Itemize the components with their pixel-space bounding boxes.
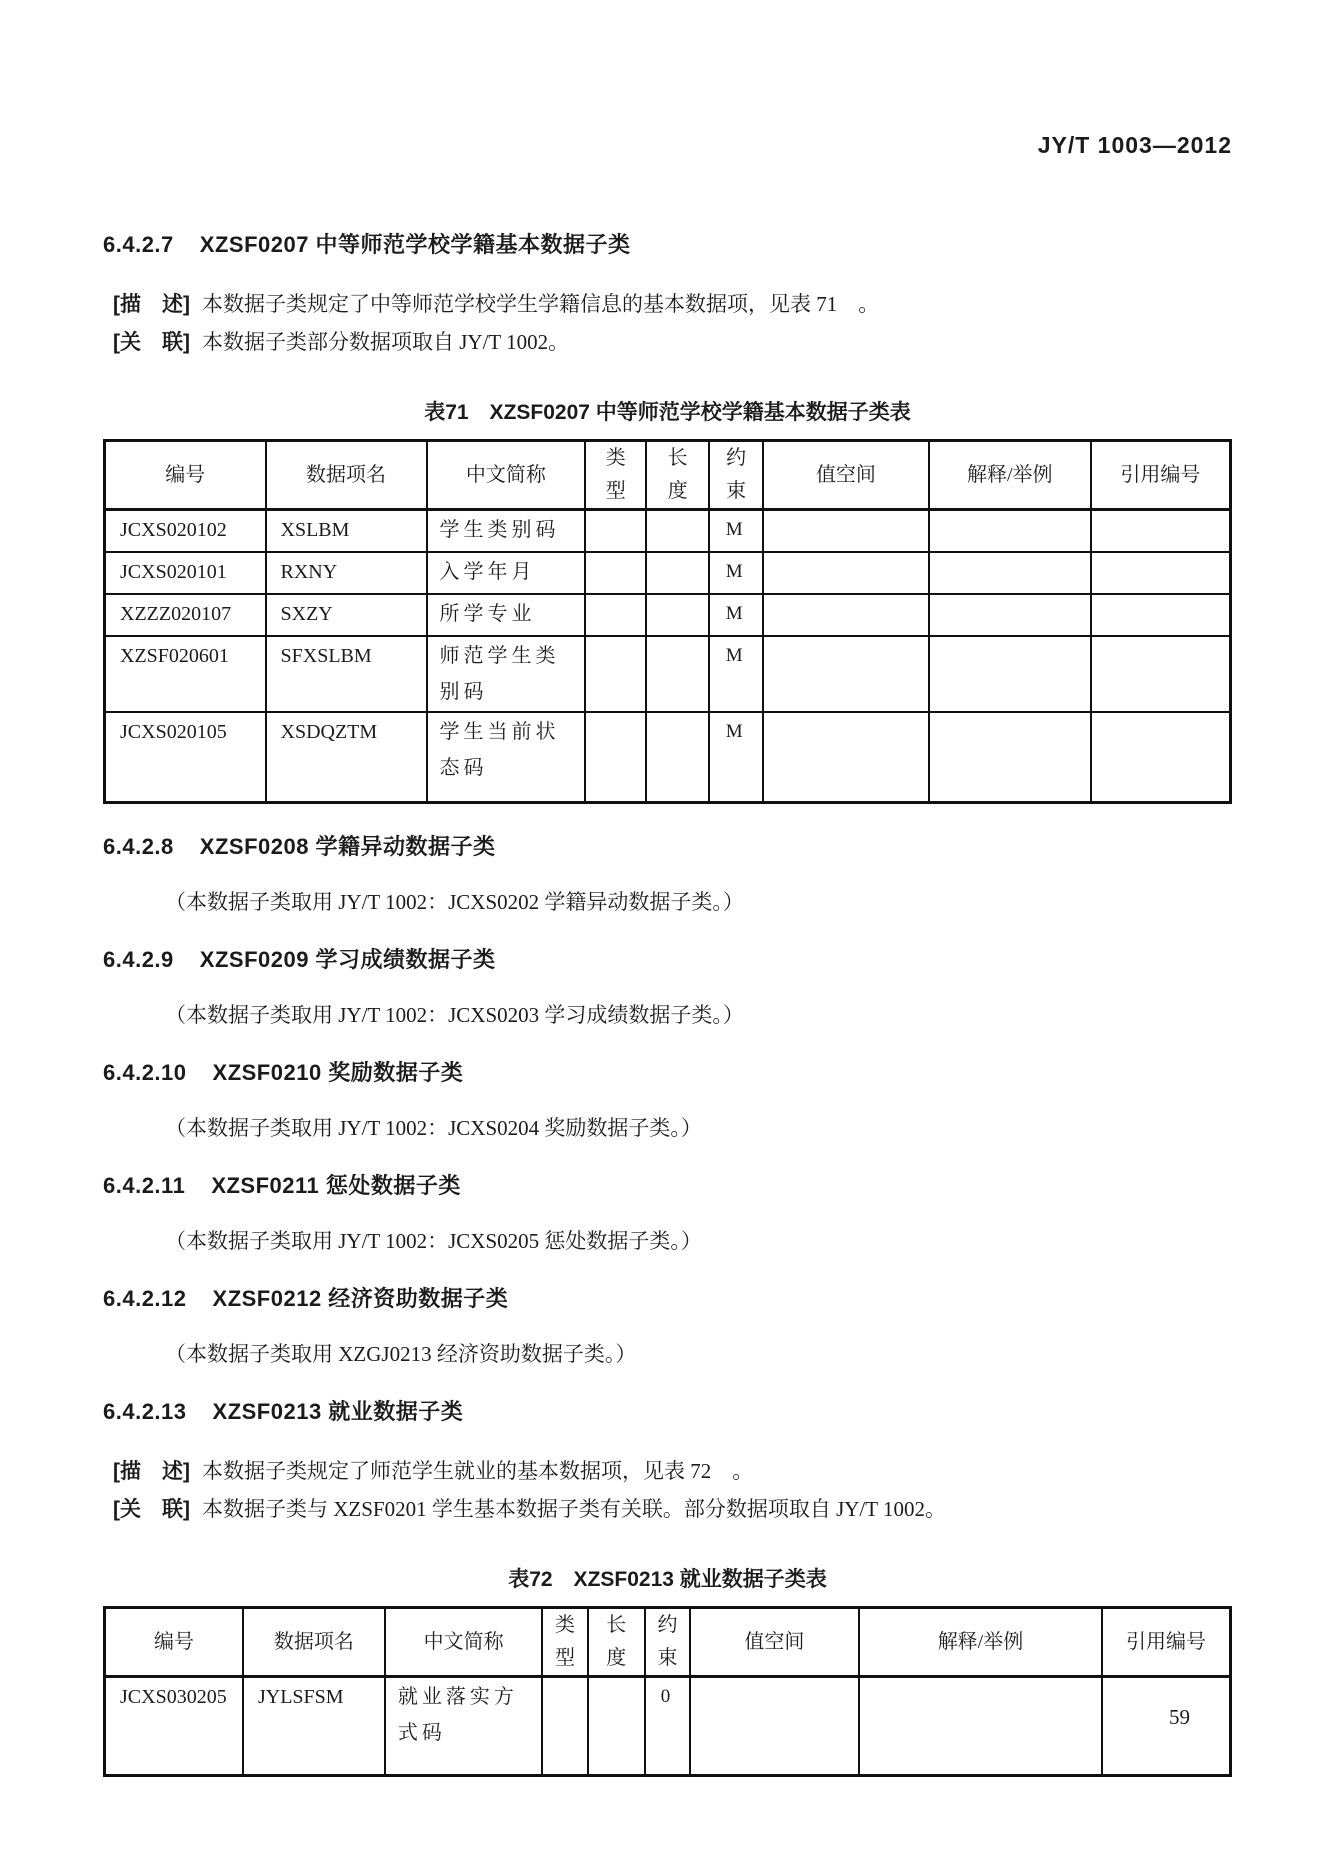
section-note: （本数据子类取用 JY/T 1002：JCXS0204 奖励数据子类。） <box>165 1116 702 1140</box>
column-header <box>542 1608 587 1677</box>
cell: 入学年月 <box>427 552 586 594</box>
table-72 <box>103 1606 1232 1777</box>
table-71-caption: 表71 XZSF0207 中等师范学校学籍基本数据子类表 <box>424 401 911 424</box>
relation-label: [关 联] <box>113 331 190 354</box>
column-header <box>690 1608 859 1677</box>
section-title: XZSF0210 奖励数据子类 <box>212 1060 464 1085</box>
standard-code: JY/T 1003—2012 <box>1037 132 1232 158</box>
column-header-text: 引用编号 <box>1126 1630 1207 1653</box>
description-text: 本数据子类规定了中等师范学校学生学籍信息的基本数据项，见表 71 。 <box>202 292 880 316</box>
relation-text: 本数据子类与 XZSF0201 学生基本数据子类有关联。部分数据项取自 JY/T 1002。 <box>202 1497 946 1521</box>
cell: M <box>709 636 763 712</box>
column-header <box>243 1608 385 1677</box>
section-title: XZSF0209 学习成绩数据子类 <box>199 947 496 972</box>
section-number: 6.4.2.9 <box>103 947 174 972</box>
cell: JCXS020105 <box>105 712 266 803</box>
cell: XSLBM <box>266 510 427 553</box>
cell: M <box>709 510 763 553</box>
cell <box>585 636 646 712</box>
cell <box>859 1677 1102 1776</box>
section-number: 6.4.2.7 <box>103 232 174 257</box>
cell <box>585 594 646 636</box>
cell: 就业落实方式码 <box>385 1677 543 1776</box>
column-header <box>585 441 646 510</box>
relation-paragraph <box>113 327 1232 358</box>
cell: XZZZ020107 <box>105 594 266 636</box>
table-row <box>105 552 1231 594</box>
table-row <box>105 712 1231 803</box>
column-header-text: 约束 <box>657 1614 678 1669</box>
column-header-text: 解释/举例 <box>937 1630 1024 1653</box>
cell: JCXS020101 <box>105 552 266 594</box>
column-header-text: 中文简称 <box>465 463 546 486</box>
subsection-list <box>103 830 1232 1369</box>
section-heading <box>103 943 1232 974</box>
table-row <box>105 510 1231 553</box>
cell <box>585 712 646 803</box>
cell: M <box>709 552 763 594</box>
section-number: 6.4.2.8 <box>103 834 174 859</box>
section-title: XZSF0207 中等师范学校学籍基本数据子类 <box>199 232 631 257</box>
column-header <box>645 1608 690 1677</box>
relation-paragraph <box>113 1494 1232 1525</box>
cell <box>929 712 1091 803</box>
column-header <box>709 441 763 510</box>
cell <box>763 510 929 553</box>
table-row <box>105 594 1231 636</box>
cell <box>588 1677 645 1776</box>
column-header-text: 类型 <box>555 1614 575 1669</box>
section-title: XZSF0212 经济资助数据子类 <box>212 1286 509 1311</box>
section-heading <box>103 830 1232 861</box>
column-header-text: 类型 <box>605 447 626 502</box>
cell <box>929 510 1091 553</box>
column-header <box>859 1608 1102 1677</box>
column-header-text: 编号 <box>165 463 206 486</box>
section-heading-6-4-2-13 <box>103 1395 1232 1426</box>
description-label: [描 述] <box>113 1460 190 1483</box>
section-number: 6.4.2.11 <box>103 1173 186 1198</box>
section-note: （本数据子类取用 XZGJ0213 经济资助数据子类。） <box>165 1342 637 1366</box>
page-number: 59 <box>1169 1705 1190 1729</box>
cell: RXNY <box>266 552 427 594</box>
column-header <box>929 441 1091 510</box>
cell: M <box>709 594 763 636</box>
column-header-text: 约束 <box>726 447 747 502</box>
header-row <box>105 1608 1231 1677</box>
cell: SFXSLBM <box>266 636 427 712</box>
cell: 学生类别码 <box>427 510 586 553</box>
cell <box>929 636 1091 712</box>
table-row <box>105 1677 1231 1776</box>
column-header-text: 编号 <box>153 1630 194 1653</box>
section-title: XZSF0211 惩处数据子类 <box>211 1173 461 1198</box>
cell <box>1091 594 1231 636</box>
cell <box>585 510 646 553</box>
cell <box>763 552 929 594</box>
cell: 0 <box>645 1677 690 1776</box>
section-heading-6-4-2-7 <box>103 228 1232 259</box>
page-content <box>103 160 1232 1777</box>
column-header-text: 值空间 <box>815 463 876 486</box>
cell <box>929 594 1091 636</box>
header-row <box>105 441 1231 510</box>
cell <box>1091 636 1231 712</box>
cell <box>1102 1677 1230 1776</box>
cell: JCXS020102 <box>105 510 266 553</box>
description-paragraph <box>113 1456 1232 1487</box>
cell <box>763 594 929 636</box>
cell <box>646 636 709 712</box>
relation-label: [关 联] <box>113 1498 190 1521</box>
column-header <box>646 441 709 510</box>
cell <box>646 552 709 594</box>
cell <box>542 1677 587 1776</box>
cell: M <box>709 712 763 803</box>
column-header <box>1102 1608 1230 1677</box>
table-71 <box>103 439 1232 804</box>
section-title: XZSF0213 就业数据子类 <box>212 1399 464 1424</box>
cell: 学生当前状态码 <box>427 712 586 803</box>
cell <box>585 552 646 594</box>
cell: 所学专业 <box>427 594 586 636</box>
cell <box>1091 552 1231 594</box>
cell: JCXS030205 <box>105 1677 243 1776</box>
section-number: 6.4.2.13 <box>103 1399 187 1424</box>
table-row <box>105 636 1231 712</box>
description-paragraph <box>113 289 1232 320</box>
section-heading <box>103 1056 1232 1087</box>
column-header <box>105 441 266 510</box>
column-header <box>588 1608 645 1677</box>
column-header <box>1091 441 1231 510</box>
column-header <box>105 1608 243 1677</box>
cell <box>646 594 709 636</box>
relation-text: 本数据子类部分数据项取自 JY/T 1002。 <box>202 330 570 354</box>
column-header <box>385 1608 543 1677</box>
section-number: 6.4.2.10 <box>103 1060 187 1085</box>
description-text: 本数据子类规定了师范学生就业的基本数据项，见表 72 。 <box>202 1459 754 1483</box>
table-72-caption: 表72 XZSF0213 就业数据子类表 <box>508 1568 827 1591</box>
cell <box>1091 510 1231 553</box>
column-header <box>427 441 586 510</box>
section-heading <box>103 1169 1232 1200</box>
column-header-text: 值空间 <box>744 1630 805 1653</box>
section-note: （本数据子类取用 JY/T 1002：JCXS0205 惩处数据子类。） <box>165 1229 702 1253</box>
description-label: [描 述] <box>113 293 190 316</box>
cell: XZSF020601 <box>105 636 266 712</box>
column-header <box>763 441 929 510</box>
cell <box>763 636 929 712</box>
section-note: （本数据子类取用 JY/T 1002：JCXS0202 学籍异动数据子类。） <box>165 890 744 914</box>
section-title: XZSF0208 学籍异动数据子类 <box>199 834 496 859</box>
column-header-text: 引用编号 <box>1120 463 1201 486</box>
cell <box>646 510 709 553</box>
cell <box>690 1677 859 1776</box>
cell <box>1091 712 1231 803</box>
column-header-text: 长度 <box>606 1614 627 1669</box>
column-header <box>266 441 427 510</box>
section-number: 6.4.2.12 <box>103 1286 187 1311</box>
column-header-text: 数据项名 <box>273 1630 354 1653</box>
column-header-text: 中文简称 <box>423 1630 504 1653</box>
cell <box>646 712 709 803</box>
section-heading <box>103 1282 1232 1313</box>
cell: XSDQZTM <box>266 712 427 803</box>
column-header-text: 数据项名 <box>306 463 387 486</box>
cell: SXZY <box>266 594 427 636</box>
cell <box>763 712 929 803</box>
column-header-text: 解释/举例 <box>966 463 1053 486</box>
section-note: （本数据子类取用 JY/T 1002：JCXS0203 学习成绩数据子类。） <box>165 1003 744 1027</box>
cell <box>929 552 1091 594</box>
cell: JYLSFSM <box>243 1677 385 1776</box>
cell: 师范学生类别码 <box>427 636 586 712</box>
column-header-text: 长度 <box>667 447 688 502</box>
